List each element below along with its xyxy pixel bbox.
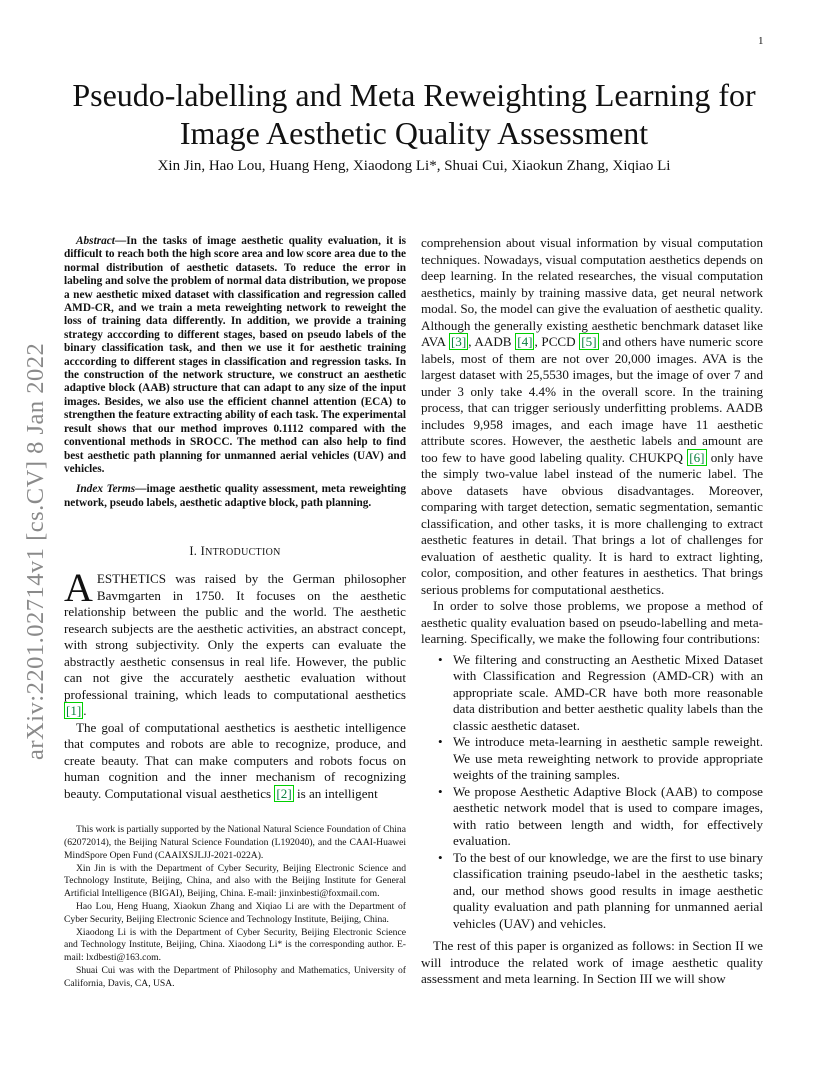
- list-item: • We propose Aesthetic Adaptive Block (AAB) to compose aesthetic network model that is used to compare images, with ratio between length and width, for effectively evaluation.: [438, 783, 763, 848]
- footnote: Xin Jin is with the Department of Cyber Security, Beijing Electronic Science and Technology Institute, Beijing, China, and also with the Beijing Institute for General Artificial Intelligence (BIGAI), Beijing, China. E-mail: jinxinbesti@foxmail.com.: [64, 862, 406, 900]
- body-paragraph: In order to solve those problems, we propose a method of aesthetic quality evaluation based on pseudo-labelling and meta-learning. Specifically, we make the following four contributions:: [421, 598, 763, 646]
- citation-link[interactable]: [4]: [517, 334, 533, 349]
- abstract-text: —In the tasks of image aesthetic quality evaluation, it is difficult to reach both the high score area and low score area due to the normal distribution of aesthetic datasets. To reduce the error in labeling and solve the problem of normal data distribution, we propose a new aesthetic mixed dataset with classification and regression called AMD-CR, and we train a meta reweighting network to reweight the loss of training data differently. In addition, we provide a training strategy acccording to different stages, based on pseudo labels of the binary classification task, and then we use it for aesthetic training acccording to different stages in classification and regression tasks. In the construction of the network structure, we construct an aesthetic adaptive block (AAB) structure that can adapt to any size of the input images. Besides, we also use the efficient channel attention (ECA) to strengthen the feature extracting ability of each task. The experimental result shows that our method improves 0.1112 compared with the conventional methods in SROCC. The method can also help to find best aesthetic path planning for unmanned aerial vehicles (UAV) and vehicles.: [64, 235, 406, 475]
- section-heading-introduction: I. INTRODUCTION: [189, 544, 281, 559]
- right-column: [421, 235, 763, 988]
- bullet-icon: •: [438, 651, 443, 667]
- index-terms: [64, 483, 406, 510]
- drop-cap: A: [64, 565, 93, 611]
- index-terms-label: Index Terms: [76, 483, 136, 496]
- contributions-list: [421, 652, 763, 933]
- footnotes: [64, 824, 406, 990]
- index-terms-text: —image aesthetic quality assessment, meta reweighting network, pseudo labels, aesthetic adaptive block, path planning.: [64, 483, 406, 509]
- intro-paragraph-1: AESTHETICS was raised by the German philosopher Bavmgarten in 1750. It focuses on the aesthetic relationship between the public and the world. The aesthetic research subjects are the aesthetic activities, an abstract concept, with strong subjectivity. Only the experts can evaluate the abstractly aesthetic consensus in real life. However, the public can not give the accurately aesthetic evaluation without professional training, which leads to computational aesthetics [1] .: [64, 565, 406, 719]
- bullet-icon: •: [438, 783, 443, 799]
- body-paragraph: comprehension about visual information by visual computation techniques. Nowadays, visual computation aesthetics depends on deep learning. In the related researches, the visual computation aesthetics, mainly by training massive data, get neural network modal. So, the model can give the evaluation of aesthetic quality. Although the generally existing aesthetic benchmark dataset like AVA [3] , AADB [4] , PCCD [5] and others have numeric score labels, most of them are not over 20,000 images. AVA is the largest dataset with 25,5530 images, but the image of over 7 and under 3 only take 4.4% in the overall score. In the training process, that can trigger seriously underfitting problems. AADB includes 9,958 images, and each image have 11 aesthetic attribute scores. However, the aesthetic labels and amount are too few to have good labeling quality. CHUKPQ [6] only have the simply two-value label instead of the numeric label. The above datasets have obvious disadvantages. Moreover, comparing with target detection, sematic segmentation, semantic classification, and other tasks, it is more challenging to extract aesthetic features in detail. That brings a lot of challenges for evaluation of aesthetic quality. It is hard to extract lighting, color, composition, and other features in aesthetics. That brings serious problems for computational aesthetics.: [421, 235, 764, 597]
- arxiv-identifier-stamp: arXiv:2201.02714v1 [cs.CV] 8 Jan 2022: [22, 342, 49, 760]
- list-item: • We filtering and constructing an Aesthetic Mixed Dataset with Classification and Regression (AMD-CR) with an appropriate scale. AMD-CR have both more reasonable data distribution and better aesthetic quality labels than the classic aesthetic dataset.: [438, 651, 763, 733]
- footnote: Hao Lou, Heng Huang, Xiaokun Zhang and Xiqiao Li are with the Department of Cyber Security, Beijing Electronic Science and Technology Institute, Beijing, China.: [64, 900, 406, 925]
- left-column: [64, 235, 406, 990]
- citation-link[interactable]: [3]: [450, 334, 467, 349]
- footnote: Xiaodong Li is with the Department of Cyber Security, Beijing Electronic Science and Technology Institute, Beijing, China. Xiaodong Li* is the corresponding author. E-mail: lxdbesti@163.com.: [64, 926, 406, 964]
- body-paragraph: The rest of this paper is organized as follows: in Section II we will introduce the related work of image aesthetic quality assessment and meta learning. In Section III we will show: [421, 938, 763, 986]
- bullet-icon: •: [438, 734, 443, 749]
- citation-link[interactable]: [6]: [689, 449, 705, 465]
- list-item: • To the best of our knowledge, we are the first to use binary classification training pseudo-label in the aesthetic tasks; and, our method shows good results in image aesthetic quality evaluation and path planning for unmanned aerial vehicles (UAV) and vehicles.: [438, 849, 763, 931]
- footnote: Shuai Cui was with the Department of Philosophy and Mathematics, University of California, Davis, CA, USA.: [64, 964, 406, 989]
- abstract: [64, 235, 406, 476]
- author-list: Xin Jin, Hao Lou, Huang Heng, Xiaodong Li*, Shuai Cui, Xiaokun Zhang, Xiqiao Li: [157, 158, 671, 174]
- citation-link[interactable]: [1]: [66, 703, 82, 719]
- citation-link[interactable]: [5]: [581, 334, 597, 349]
- page-number: 1: [758, 35, 764, 47]
- abstract-label: Abstract: [76, 235, 115, 247]
- bullet-icon: •: [438, 849, 443, 865]
- paper-title: Pseudo-labelling and Meta Reweighting Learning for Image Aesthetic Quality Assessment: [72, 77, 756, 151]
- intro-paragraph-2: The goal of computational aesthetics is aesthetic intelligence that computes and robots are able to recognize, produce, and create beauty. That can make computers and robots focus on human cognition and the inner mechanism of recognizing beauty. Computational visual aesthetics [2] is an intelligent: [64, 719, 406, 801]
- footnote: This work is partially supported by the National Natural Science Foundation of China (62072014), the Beijing Natural Science Foundation (L192040), and the CAAI-Huawei MindSpore Open Fund (CAAIXSJLJJ-2021-022A).: [64, 824, 406, 861]
- citation-link[interactable]: [2]: [276, 785, 292, 801]
- list-item: • We introduce meta-learning in aesthetic sample reweight. We use meta reweighting network to provide appropriate weights of the training samples.: [438, 734, 763, 782]
